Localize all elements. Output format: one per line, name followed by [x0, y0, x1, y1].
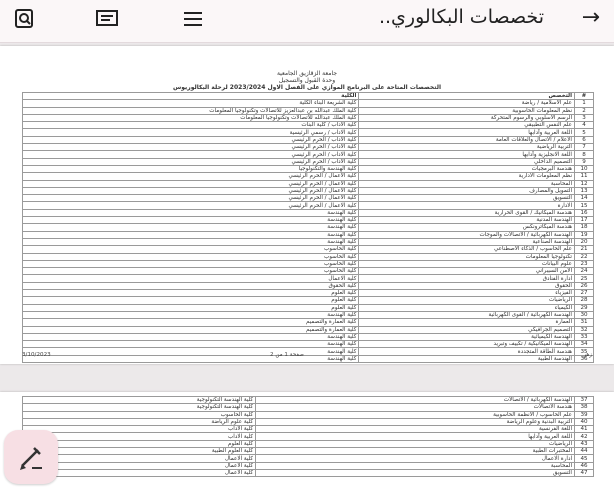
college-cell: كلية الاداب / الحرم الرئيسي [23, 144, 359, 151]
specialization-cell: الكيمياء [359, 304, 575, 311]
specializations-table-continued [22, 396, 594, 477]
row-number-cell: 14 [575, 195, 594, 202]
row-number-cell: 35 [575, 348, 594, 355]
college-cell: كلية الهندسة [23, 231, 359, 238]
specialization-cell: تكنولوجيا المعلومات [359, 253, 575, 260]
row-number-cell: 38 [575, 404, 594, 411]
row-number-cell: 25 [575, 275, 594, 282]
table-row [23, 341, 594, 348]
specialization-cell: هندسة البرمجيات [359, 165, 575, 172]
specialization-cell: علم الحاسوب / الانظمة الحاسوبية [256, 411, 575, 418]
doc-header-line-3: التخصصات المتاحة على البرنامج الموازي على الفصل الاول 2023/2024 لرحلة البكالوريوس [172, 84, 442, 91]
college-cell: كلية الاداب / رسمي الرئيسية [23, 129, 359, 136]
footer-author: زهر [583, 352, 592, 358]
row-number-cell: 40 [575, 418, 594, 425]
college-cell: كلية الاداب / الحرم الرئيسي [23, 158, 359, 165]
specialization-cell: المحاسبة [256, 462, 575, 469]
college-cell: كلية الهندسة التكنولوجية [23, 404, 256, 411]
row-number-cell: 7 [575, 144, 594, 151]
table-row [23, 238, 594, 245]
row-number-cell: 11 [575, 173, 594, 180]
table-row [23, 253, 594, 260]
table-row [23, 455, 594, 462]
specialization-cell: الفيزياء [359, 290, 575, 297]
row-number-cell: 23 [575, 260, 594, 267]
table-row [23, 275, 594, 282]
row-number-cell: 1 [575, 100, 594, 107]
specialization-cell: التسويق [256, 469, 575, 476]
specialization-cell: الرسم الاسلوبي والرسوم المتحركة [359, 114, 575, 121]
footer-page-number: صفحة 1 من 2 [270, 352, 304, 358]
row-number-cell: 15 [575, 202, 594, 209]
college-cell: كلية الحقوق [23, 282, 359, 289]
specialization-cell: التصميم الداخلي [359, 158, 575, 165]
college-cell: كلية العلوم [23, 297, 359, 304]
college-cell: كلية الاعمال [23, 462, 256, 469]
college-cell: كلية الحاسوب [23, 253, 359, 260]
table-row [23, 418, 594, 425]
table-row [23, 469, 594, 476]
row-number-cell: 18 [575, 224, 594, 231]
row-number-cell: 2 [575, 107, 594, 114]
table-row [23, 397, 594, 404]
doc-header-line-1: جامعة الزقازيق الجامعية [276, 70, 338, 77]
row-number-cell: 37 [575, 397, 594, 404]
table-row [23, 187, 594, 194]
table-row [23, 260, 594, 267]
table-row [23, 173, 594, 180]
college-cell: كلية الهندسة [23, 341, 359, 348]
table-row [23, 411, 594, 418]
menu-icon[interactable] [182, 9, 204, 29]
specialization-cell: الهندسة الكهربائية / الاتصالات والموجات [359, 231, 575, 238]
row-number-cell: 28 [575, 297, 594, 304]
specialization-cell: نظم المعلومات الحاسوبية [359, 107, 575, 114]
college-cell: كلية العلوم [23, 440, 256, 447]
specialization-cell: اللغة العربية وآدابها [359, 129, 575, 136]
table-row [23, 151, 594, 158]
row-number-cell: 19 [575, 231, 594, 238]
specialization-cell: التربية الرياضية [359, 144, 575, 151]
table-row [23, 122, 594, 129]
row-number-cell: 22 [575, 253, 594, 260]
table-row [23, 448, 594, 455]
row-number-cell: 26 [575, 282, 594, 289]
row-number-cell: 4 [575, 122, 594, 129]
table-row [23, 100, 594, 107]
specialization-cell: التمويل والمصارف [359, 187, 575, 194]
college-cell: كلية الاعمال [23, 455, 256, 462]
row-number-cell: 41 [575, 426, 594, 433]
college-cell: كلية الاداب / الحرم الرئيسي [23, 151, 359, 158]
specialization-cell: اللغة الفرنسية [256, 426, 575, 433]
row-number-cell: 31 [575, 319, 594, 326]
search-doc-icon[interactable] [14, 9, 36, 29]
table-header-row [23, 93, 594, 100]
table-row [23, 462, 594, 469]
row-number-cell: 3 [575, 114, 594, 121]
specialization-cell: الحقوق [359, 282, 575, 289]
row-number-cell: 33 [575, 333, 594, 340]
row-number-cell: 42 [575, 433, 594, 440]
row-number-cell: 13 [575, 187, 594, 194]
edit-fab-button[interactable] [4, 430, 58, 484]
row-number-cell: 16 [575, 209, 594, 216]
doc-header-line-2: وحدة القبول والتسجيل [278, 77, 336, 84]
row-number-cell: 47 [575, 469, 594, 476]
specialization-cell: التسويق [359, 195, 575, 202]
college-cell: كلية الاعمال / الحرم الرئيسي [23, 195, 359, 202]
row-number-cell: 44 [575, 448, 594, 455]
document-title: تخصصات البكالوري.. [378, 6, 544, 28]
table-row [23, 440, 594, 447]
row-number-cell: 24 [575, 268, 594, 275]
table-row [23, 282, 594, 289]
row-number-cell: 29 [575, 304, 594, 311]
college-cell: كلية الهندسة [23, 355, 359, 362]
edit-pen-icon [4, 430, 58, 484]
table-row [23, 209, 594, 216]
college-cell: كلية العمارة والتصميم [23, 319, 359, 326]
specialization-cell: الهندسة الصناعية [359, 238, 575, 245]
table-row [23, 268, 594, 275]
college-cell: كلية الاعمال / الحرم الرئيسي [23, 180, 359, 187]
specialization-cell: علم الاسلامية / رياضة [359, 100, 575, 107]
college-cell: كلية الهندسة [23, 209, 359, 216]
specialization-cell: الامن السيبراني [359, 268, 575, 275]
specialization-cell: المحاسبة [359, 180, 575, 187]
specialization-cell: الهندسة الكهربائية / الاتصالات [256, 397, 575, 404]
specialization-cell: هندسة الطاقة المتجددة [359, 348, 575, 355]
college-cell: كلية الشريعة البناء الكلية [23, 100, 359, 107]
college-cell: كلية العلوم [23, 304, 359, 311]
table-row [23, 129, 594, 136]
table-row [23, 114, 594, 121]
back-arrow-icon[interactable]: → [581, 5, 600, 30]
college-cell: كلية الهندسة والتكنولوجيا [23, 165, 359, 172]
specialization-cell: الرياضيات [256, 440, 575, 447]
college-cell: كلية الاداب / كلية البنات [23, 122, 359, 129]
college-cell: كلية الاعمال / الحرم الرئيسي [23, 202, 359, 209]
specializations-table [22, 92, 594, 363]
college-cell: كلية الهندسة [23, 348, 359, 355]
specialization-cell: الهندسة الكيميائية [359, 333, 575, 340]
specialization-cell: اللغة العربية وآدابها [256, 433, 575, 440]
specialization-cell: هندسة الميكانيك / القوى الحرارية [359, 209, 575, 216]
specialization-cell: علوم البيانات [359, 260, 575, 267]
specialization-cell: هندسة الاتصالات [256, 404, 575, 411]
app-toolbar [0, 0, 614, 43]
college-cell: كلية الهندسة [23, 224, 359, 231]
specialization-cell: ادارة الفنادق [359, 275, 575, 282]
table-row [23, 224, 594, 231]
specialization-cell: الهندسة المدنية [359, 217, 575, 224]
specialization-cell: الاعلام / الاتصال والعلاقات العامة [359, 136, 575, 143]
table-row [23, 426, 594, 433]
specialization-cell: الهندسة الطبية [359, 355, 575, 362]
college-cell: كلية العلوم الطبية [23, 448, 256, 455]
header-cell: # [575, 93, 594, 100]
row-number-cell: 34 [575, 341, 594, 348]
college-cell: كلية الاعمال / الحرم الرئيسي [23, 187, 359, 194]
row-number-cell: 45 [575, 455, 594, 462]
college-cell: كلية الملك عبدالله بن عبدالعزيز للاتصالات وتكنولوجيا المعلومات [23, 107, 359, 114]
table-row [23, 348, 594, 355]
row-number-cell: 30 [575, 311, 594, 318]
specialization-cell: الرياضيات [359, 297, 575, 304]
header-cell: التخصص [359, 93, 575, 100]
college-cell: كلية الهندسة [23, 333, 359, 340]
college-cell: كلية الاعمال [23, 469, 256, 476]
college-cell: كلية الاداب [23, 426, 256, 433]
row-number-cell: 20 [575, 238, 594, 245]
row-number-cell: 8 [575, 151, 594, 158]
specialization-cell: الادارة [359, 202, 575, 209]
specialization-cell: هندسة الميكاترونكس [359, 224, 575, 231]
specialization-cell: علم النفس التطبيقي [359, 122, 575, 129]
footer-date: 3/10/2023 [22, 352, 51, 358]
college-cell: كلية الاداب [23, 433, 256, 440]
table-row [23, 319, 594, 326]
college-cell: كلية الحاسوب [23, 411, 256, 418]
specialization-cell: التصميم الجرافيكي [359, 326, 575, 333]
college-cell: كلية الهندسة [23, 311, 359, 318]
college-cell: كلية الهندسة [23, 238, 359, 245]
row-number-cell: 32 [575, 326, 594, 333]
table-row [23, 136, 594, 143]
row-number-cell: 21 [575, 246, 594, 253]
table-row [23, 290, 594, 297]
row-number-cell: 27 [575, 290, 594, 297]
specialization-cell: العمارة [359, 319, 575, 326]
specialization-cell: المختبرات الطبية [256, 448, 575, 455]
table-row [23, 165, 594, 172]
comment-icon[interactable] [96, 9, 118, 29]
row-number-cell: 10 [575, 165, 594, 172]
college-cell: كلية الهندسة التكنولوجية [23, 397, 256, 404]
specialization-cell: الهندسة الكهربائية / القوى الكهربائية [359, 311, 575, 318]
row-number-cell: 17 [575, 217, 594, 224]
college-cell: كلية العمارة والتصميم [23, 326, 359, 333]
college-cell: كلية الاعمال / الحرم الرئيسي [23, 173, 359, 180]
specialization-cell: نظم المعلومات الادارية [359, 173, 575, 180]
table-row [23, 297, 594, 304]
table-row [23, 202, 594, 209]
row-number-cell: 12 [575, 180, 594, 187]
row-number-cell: 9 [575, 158, 594, 165]
table-row [23, 231, 594, 238]
row-number-cell: 6 [575, 136, 594, 143]
college-cell: كلية علوم الرياضة [23, 418, 256, 425]
row-number-cell: 43 [575, 440, 594, 447]
specialization-cell: الهندسة الميكانيكية / تكييف وتبريد [359, 341, 575, 348]
row-number-cell: 5 [575, 129, 594, 136]
row-number-cell: 39 [575, 411, 594, 418]
document-page-2[interactable] [0, 392, 614, 490]
table-row [23, 195, 594, 202]
college-cell: كلية الحاسوب [23, 268, 359, 275]
document-page-1[interactable] [0, 46, 614, 364]
row-number-cell: 46 [575, 462, 594, 469]
table-row [23, 404, 594, 411]
specialization-cell: ادارة الاعمال [256, 455, 575, 462]
specialization-cell: التربية البدنية وعلوم الرياضة [256, 418, 575, 425]
table-row [23, 311, 594, 318]
college-cell: كلية الهندسة [23, 217, 359, 224]
college-cell: كلية الملك عبدالله للاتصالات وتكنولوجيا المعلومات [23, 114, 359, 121]
college-cell: كلية العلوم [23, 290, 359, 297]
college-cell: كلية الحاسوب [23, 246, 359, 253]
specialization-cell: اللغة الانجليزية وآدابها [359, 151, 575, 158]
table-row [23, 433, 594, 440]
specialization-cell: علم الحاسوب / الذكاء الاصطناعي [359, 246, 575, 253]
college-cell: كلية الاداب / الحرم الرئيسي [23, 136, 359, 143]
college-cell: كلية الحاسوب [23, 260, 359, 267]
table-row [23, 144, 594, 151]
table-row [23, 304, 594, 311]
row-number-cell: 36 [575, 355, 594, 362]
header-cell: الكلية [23, 93, 359, 100]
table-row [23, 180, 594, 187]
table-row [23, 326, 594, 333]
table-row [23, 158, 594, 165]
table-row [23, 217, 594, 224]
table-row [23, 107, 594, 114]
college-cell: كلية الاعمال [23, 275, 359, 282]
table-row [23, 246, 594, 253]
table-row [23, 333, 594, 340]
table-row [23, 355, 594, 362]
